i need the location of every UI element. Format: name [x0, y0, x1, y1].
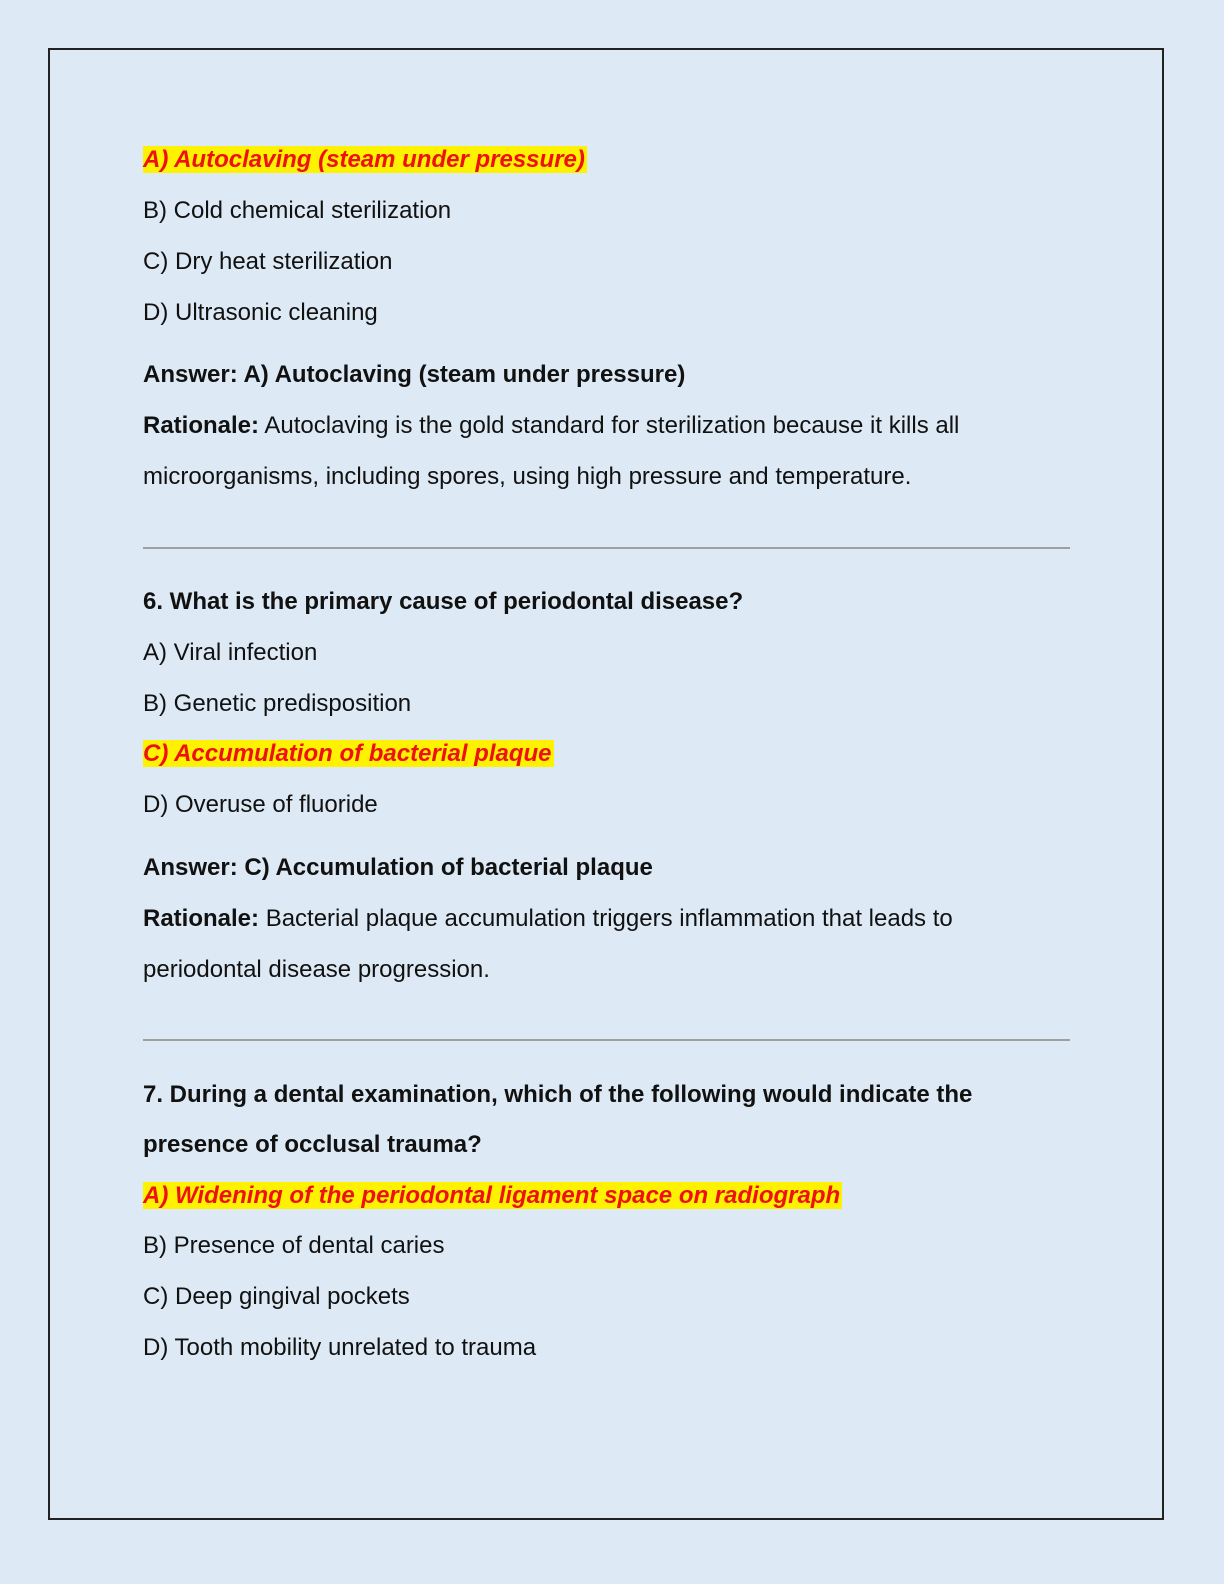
answer-text: A) Autoclaving (steam under pressure) [243, 361, 686, 388]
q6-option-b: B) Genetic predisposition [143, 690, 412, 717]
q6-option-d: D) Overuse of fluoride [143, 791, 378, 818]
correct-answer-highlight: C) Accumulation of bacterial plaque [143, 740, 552, 767]
correct-answer-highlight: A) Widening of the periodontal ligament space on radiograph [143, 1182, 841, 1209]
q5-option-a [143, 145, 587, 175]
q5-rationale [143, 411, 959, 441]
divider [143, 1039, 1070, 1041]
q7-option-c: C) Deep gingival pockets [143, 1283, 410, 1310]
q5-option-b: B) Cold chemical sterilization [143, 197, 452, 224]
q7-question: 7. During a dental examination, which of the following would indicate the [143, 1081, 973, 1108]
q6-rationale [143, 904, 953, 934]
q7-question-cont: presence of occlusal trauma? [143, 1131, 482, 1158]
answer-text: C) Accumulation of bacterial plaque [244, 854, 653, 881]
q6-rationale-cont: periodontal disease progression. [143, 956, 490, 983]
rationale-label: Rationale: [143, 905, 260, 932]
correct-answer-highlight: A) Autoclaving (steam under pressure) [143, 146, 585, 173]
q7-option-b: B) Presence of dental caries [143, 1232, 445, 1259]
q6-option-a: A) Viral infection [143, 639, 318, 666]
q5-option-d: D) Ultrasonic cleaning [143, 299, 378, 326]
q6-answer [143, 853, 653, 883]
rationale-label: Rationale: [143, 412, 260, 439]
answer-label: Answer: [143, 361, 238, 388]
q5-rationale-cont: microorganisms, including spores, using high pressure and temperature. [143, 463, 912, 490]
q7-option-d: D) Tooth mobility unrelated to trauma [143, 1334, 537, 1361]
q6-option-c [143, 739, 554, 769]
q7-option-a [143, 1181, 842, 1211]
divider [143, 547, 1070, 549]
answer-label: Answer: [143, 854, 238, 881]
q6-question: 6. What is the primary cause of periodontal disease? [143, 588, 744, 615]
rationale-text: Autoclaving is the gold standard for sterilization because it kills all [264, 412, 960, 439]
rationale-text: Bacterial plaque accumulation triggers inflammation that leads to [265, 905, 953, 932]
q5-option-c: C) Dry heat sterilization [143, 248, 393, 275]
q5-answer [143, 360, 685, 390]
